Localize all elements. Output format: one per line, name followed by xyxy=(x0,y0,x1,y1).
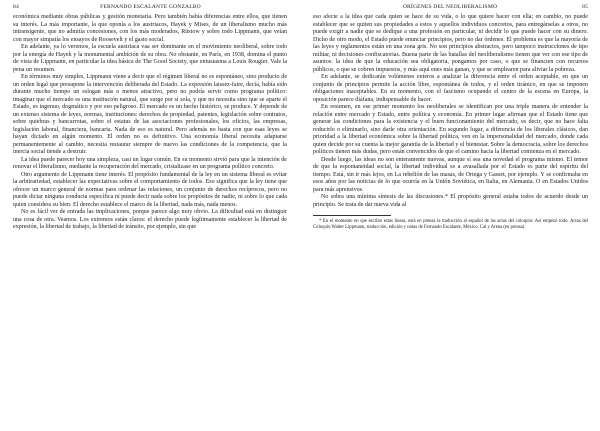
paragraph: En términos muy simples, Lippmann viene a decir que el régimen liberal no es espontáneo, sino producto de un orden legal que presupone la intervención deliberada del Estado. La expresión laissez-faire, decía, había sido durante mucho tiempo un eslogan más o menos atractivo, pero no podría servir como programa político: imaginar que el mercado es una institución natural, que surge por sí sola, y que no necesita sino que se aparte el Estado, es ingenuo, dogmático y por eso peligroso. El mercado es un hecho histórico, se produce. Y depende de un extenso sistema de leyes, normas, instituciones: derechos de propiedad, patentes, legislación sobre contratos, sobre quiebras y bancarrotas, sobre el estatus de las asociaciones profesionales, los oficios, las empresas, legislación laboral, financiera, bancaria. Nada de eso es natural. Pero además no basta con que esas leyes se hayan dictado en algún momento. El orden no es definitivo. Una economía liberal necesita adaptarse permanentemente al cambio, necesita restaurar siempre de nuevo las condiciones de la competencia, que la inercia social tiende a destruir. xyxy=(13,74,287,155)
running-head: ORÍGENES DEL NEOLIBERALISMO xyxy=(402,4,498,10)
left-page-text xyxy=(13,14,287,232)
paragraph: En resumen, en ese primer momento los neoliberales se identifican por una triple manera de entender la relación entre mercado y Estado, entre política y economía. En primer lugar afirman que el Estado tiene que generar las condiciones para la existencia y el buen funcionamiento del mercado, es decir, que no hace falta reducirlo o eliminarlo, sino darle otra orientación. En segundo lugar, a diferencia de los liberales clásicos, dan prioridad a la libertad económica sobre la libertad política, ven en la impersonalidad del mercado, donde cada quien decide por su cuenta la mejor garantía de la libertad y el bienestar. Sobre la democracia, sobre los derechos políticos tienen más dudas, pero están convencidos de que el camino hacia la libertad comienza en el mercado. xyxy=(313,104,588,155)
footnote: * En el momento en que escribo estas líneas, está en prensa la traducción al español de las actas del coloquio: Así empezó todo. Actas del Coloquio Walter Lippmann, traducción, edición y notas de Fernando Escalante, México, Cal y Arena (en prensa). xyxy=(313,219,588,231)
left-page-header xyxy=(13,2,288,12)
paragraph: La idea puede parecer hoy una simpleza, casi un lugar común. En su momento sirvió para que la intención de renovar el liberalismo, mediante la recuperación del mercado, cristalizase en un programa político concreto. xyxy=(13,156,287,170)
paragraph: En adelante, ya lo veremos, la escuela austriaca vaa ser dominante en el movimiento neoliberal, sobre todo por la energía de Hayek y la monumental ambición de su obra. No obstante, en París, en 1938, domina el punto de vista de Lippmann, en particular la idea básica de The Good Society, que entusiasma a Louis Rougier. Vale la pena un resumen. xyxy=(13,44,287,73)
right-page-header xyxy=(312,2,588,12)
right-page-text xyxy=(313,14,588,231)
paragraph: No sobra una mínima síntesis de las discusiones.* El propósito general estaba todos de acuerdo desde un principio. Se trata de dar nueva vida al xyxy=(313,194,588,208)
paragraph: Desde luego, las ideas no son enteramente nuevas, aunque sí sea una novedad el programa mismo. El temor de que la espontaneidad social, la libertad individual se a avasallada por el Estado es parte del espíritu del tiempo. Está, sin ir más lejos, en La rebelión de las masas, de Ortega y Gasset, por ejemplo. Y se confirmaba en esos años por las noticias de lo que ocurría en la Unión Soviética, en Italia, en Alemania. O en Estados Unidos para más aprensivos. xyxy=(313,156,588,193)
footnote-rule xyxy=(313,215,391,216)
paragraph: En adelante, se dedicarán volúmenes enteros a analizar la diferencia entre el orden aceptable, en que un conjunto de principios permite la acción libre, espontánea de todos, y el orden tiránico, en que se imponen obligaciones inaceptables. En su momento, con el fascismo ocupando el centro de la escena en Europa, la oposición parece diáfana, indispensable de hacer. xyxy=(313,74,588,103)
paragraph: No es fácil ver de entrada las implicaciones, porque parece algo muy obvio. La dificultad está en distinguir una cosa de otra. Veamos. Los extremos están claros: el derecho puede legítimamente establecer la libertad de expresión, la libertad de trabajo, la libertad de tránsito, por ejemplo, sin que xyxy=(13,209,287,230)
paragraph: económica mediante obras públicas y gestión monetaria. Pero también había diferencias entre ellos, que tienen su interés. La más importante, la que oponía a los austriacos, Hayek y Mises, de un liberalismo mucho más intransigente, que no admitía concesiones, con los más moderados, Rüstow y sobre todo Lippmann, que veían con mayor simpatía los ensayos de Roosevelt y el gasto social. xyxy=(13,14,287,43)
paragraph: Otro argumento de Lippmann tiene interés. El propósito fundamental de la ley en un sistema liberal es evitar la arbitrariedad, establecer las expectativas sobre el comportamiento de todos. Eso significa que la ley tiene que ofrecer un marco general de normas para ordenar las relaciones, un conjunto de derechos recíprocos, pero no puede dictar ninguna conducta específica ni puede decir nada sobre los propósitos de nadie, ni sobre lo que cada quien considera su bien. El derecho establece el marco de la libertad, nada más, nada menos. xyxy=(13,171,287,208)
running-head: FERNANDO ESCALANTE GONZALBO xyxy=(100,4,201,10)
page-number: 85 xyxy=(582,4,588,10)
page-number: 84 xyxy=(13,4,19,10)
paragraph: eso afecte a la idea que cada quien se hace de su vida, o lo que quiere hacer con ella; en cambio, no puede establecer que se quiten sus propiedades a estos y aquellos individuos concretos, para entregárselas a otros, no puede exigir a nadie que se dedique a una profesión en particular, ni decidir lo que puede hacer con su dinero. Dicho de otro modo, el Estado puede enunciar principios, pero no dar órdenes. El problema es que la mayoría de las leyes y reglamentos están en una zona gris. No son principios abstractos, pero tampoco instrucciones de tipo militar, ni decisiones confiscatorias. Buena parte de las batallas del neoliberalismo tienen que ver con ese tipo de asuntos: la idea de que la educación sea obligatoria, pongamos por caso, o que se financien con recursos públicos, o que se cobren impuestos, y más aquí enes más ganan, y que se emplearen para aliviar la pobreza. xyxy=(313,14,588,73)
right-page xyxy=(300,0,600,431)
